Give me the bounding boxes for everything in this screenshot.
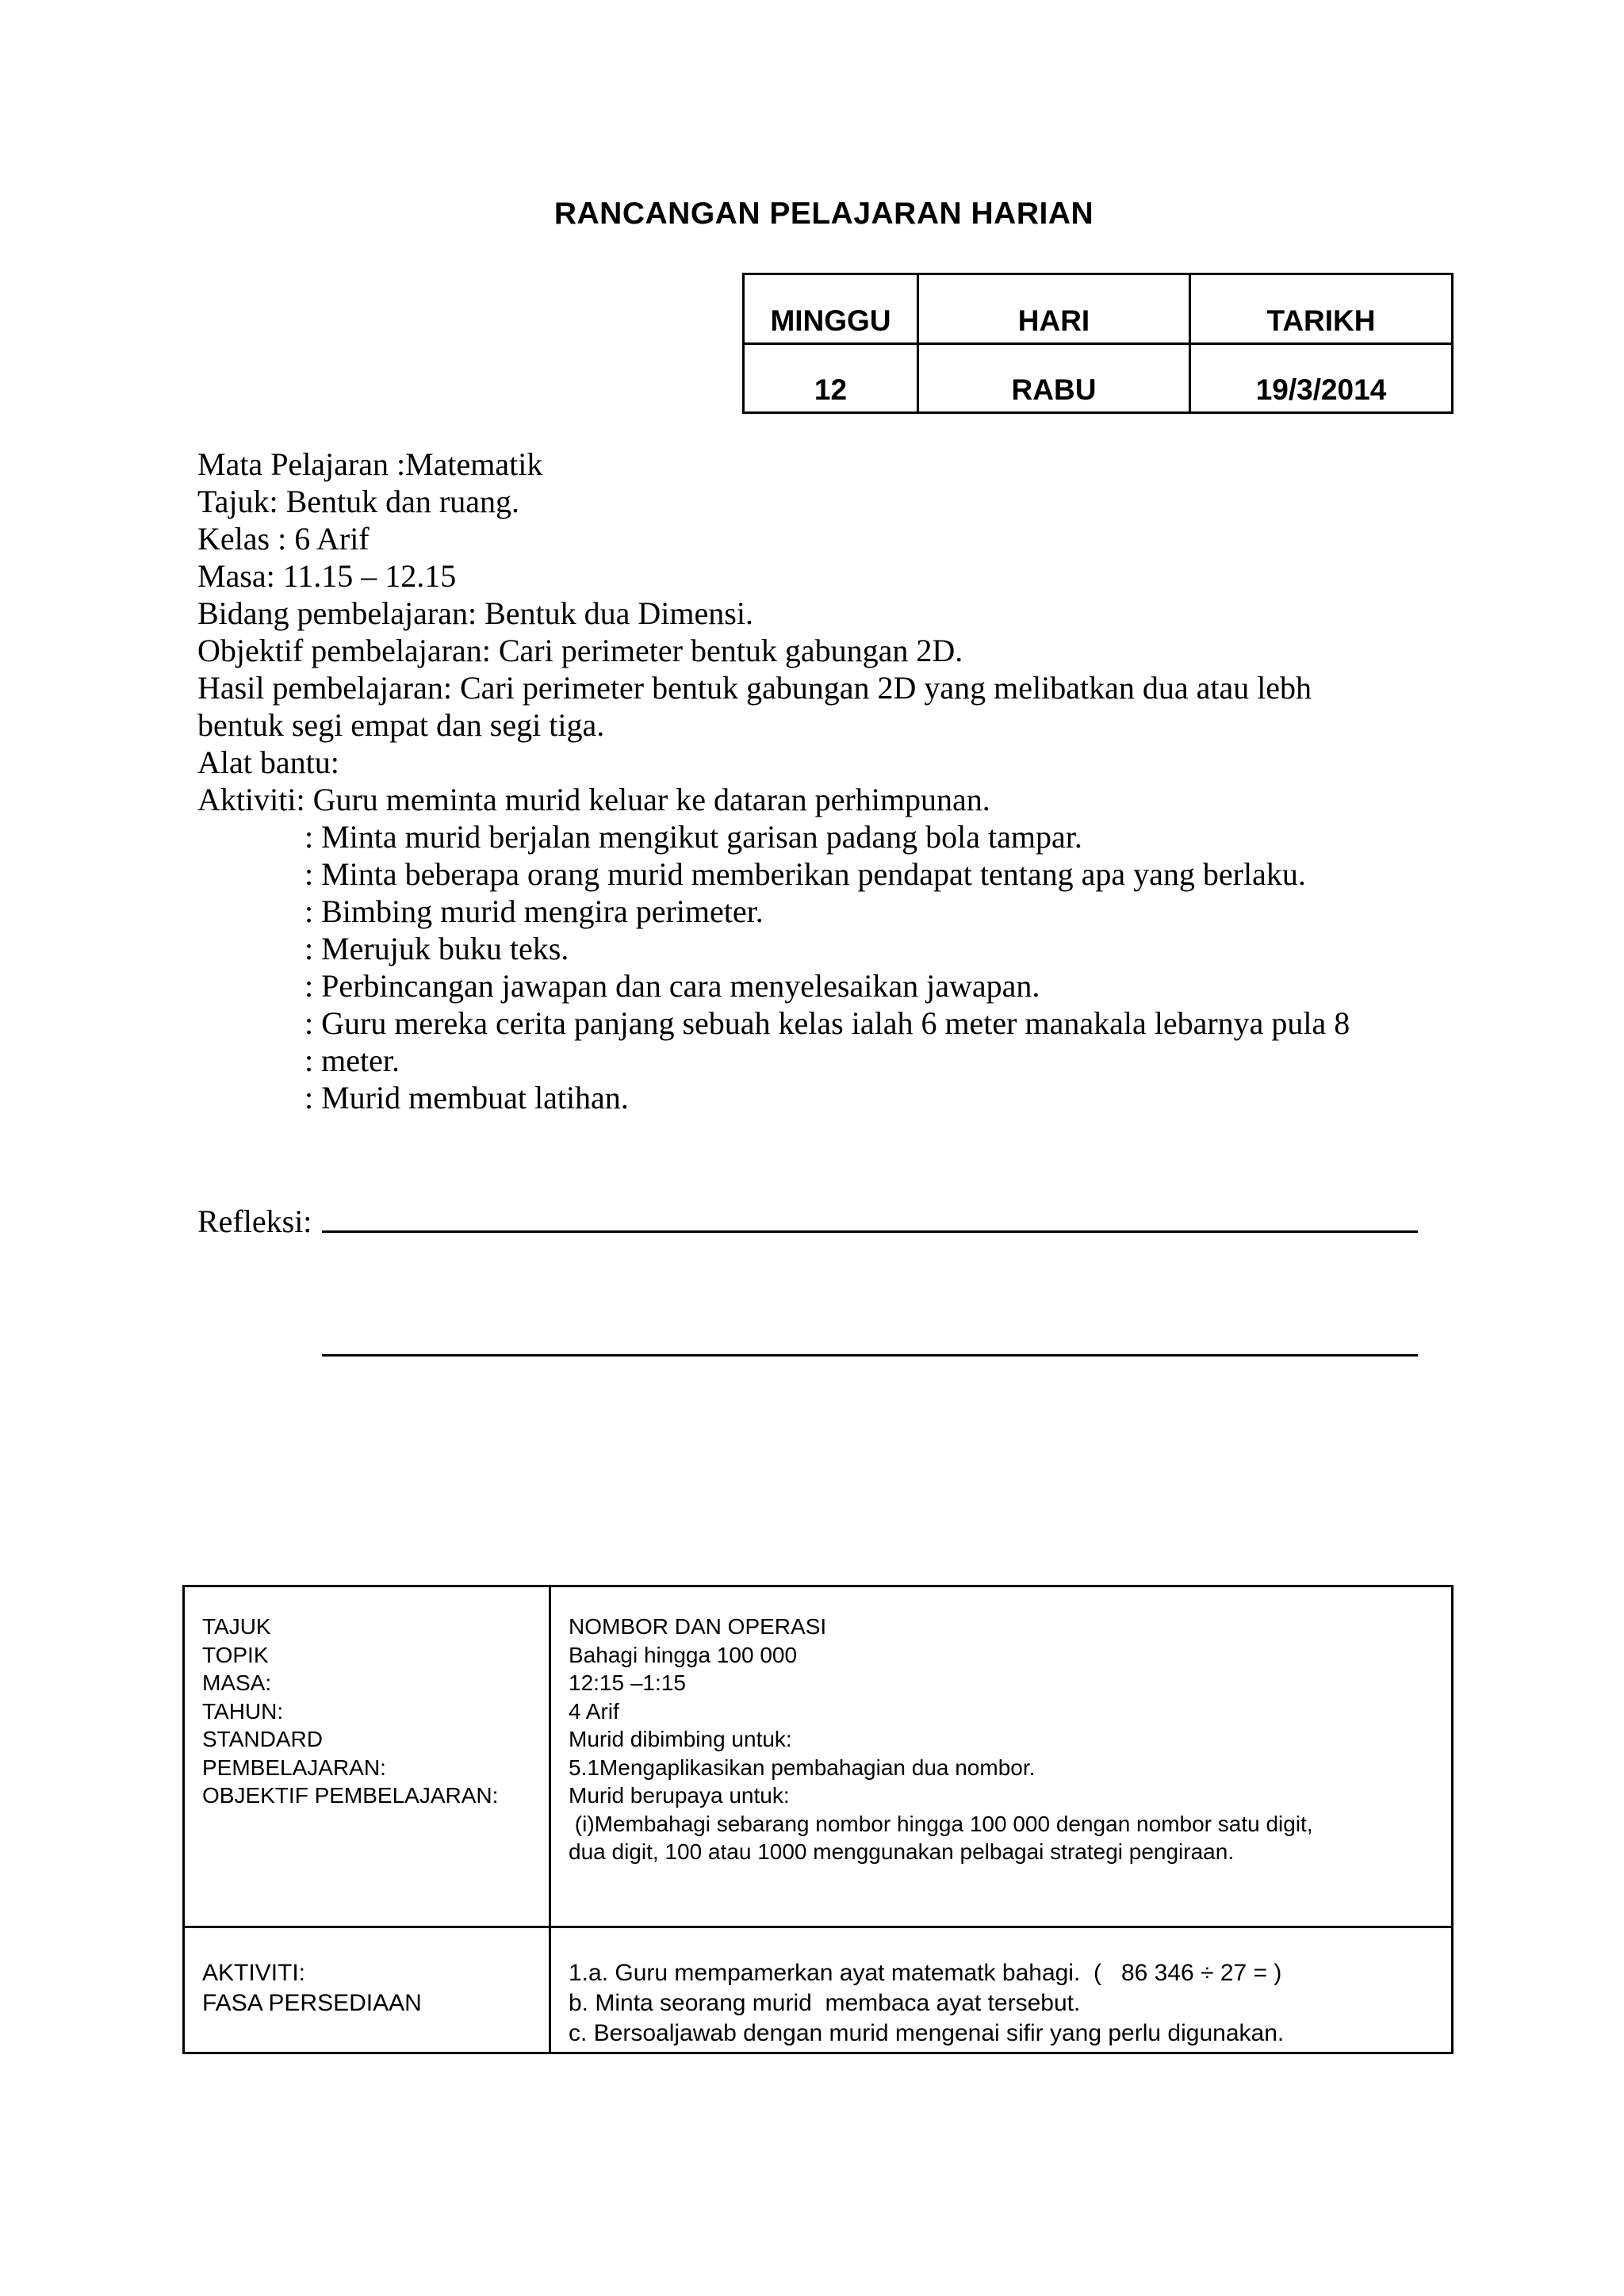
- refleksi-line-1: [322, 1230, 1418, 1233]
- value-objektif: Murid berupaya untuk:: [569, 1783, 790, 1808]
- value-objektif-detail-cont: dua digit, 100 atau 1000 menggunakan pelbagai strategi pengiraan.: [569, 1839, 1235, 1864]
- page-title: RANCANGAN PELAJARAN HARIAN: [553, 197, 1094, 231]
- label-pembelajaran: PEMBELAJARAN:: [202, 1755, 386, 1780]
- objektif-pembelajaran: Objektif pembelajaran: Cari perimeter bentuk gabungan 2D.: [197, 633, 963, 668]
- week-day-date-table: [742, 273, 1454, 414]
- value-topik: Bahagi hingga 100 000: [569, 1642, 798, 1667]
- value-standard-detail: 5.1Mengaplikasikan pembahagian dua nombor.: [569, 1755, 1036, 1780]
- aktiviti-c: c. Bersoaljawab dengan murid mengenai sifir yang perlu digunakan.: [569, 2020, 1285, 2046]
- aktiviti-step: : Minta beberapa orang murid memberikan pendapat tentang apa yang berlaku.: [304, 856, 1306, 892]
- masa: Masa: 11.15 – 12.15: [197, 558, 457, 594]
- value-objektif-detail: (i)Membahagi sebarang nombor hingga 100 000 dengan nombor satu digit,: [569, 1811, 1313, 1836]
- hasil-pembelajaran-cont: bentuk segi empat dan segi tiga.: [197, 707, 605, 743]
- aktiviti-step: : Bimbing murid mengira perimeter.: [304, 894, 764, 929]
- lesson-details: [197, 446, 1466, 1116]
- refleksi-line-2: [322, 1354, 1418, 1357]
- aktiviti-step: : Minta murid berjalan mengikut garisan padang bola tampar.: [304, 819, 1082, 855]
- refleksi-label: Refleksi:: [197, 1203, 312, 1239]
- aktiviti-step: : Merujuk buku teks.: [304, 931, 569, 966]
- table-header-row: [744, 274, 1453, 344]
- value-hari: RABU: [918, 343, 1190, 413]
- table-row: [184, 1586, 1453, 1927]
- aktiviti-b: b. Minta seorang murid membaca ayat tersebut.: [569, 1990, 1081, 2016]
- row2-labels-cell: [184, 1927, 550, 2053]
- label-fasa-persediaan: FASA PERSEDIAAN: [202, 1990, 422, 2016]
- bidang-pembelajaran: Bidang pembelajaran: Bentuk dua Dimensi.: [197, 595, 753, 631]
- header-hari: HARI: [918, 274, 1190, 344]
- value-minggu: 12: [744, 343, 918, 413]
- aktiviti-step: : Guru mereka cerita panjang sebuah kelas ialah 6 meter manakala lebarnya pula 8: [304, 1005, 1350, 1041]
- table-value-row: [744, 343, 1453, 413]
- aktiviti-step: : Murid membuat latihan.: [304, 1080, 629, 1115]
- value-tajuk: NOMBOR DAN OPERASI: [569, 1614, 827, 1639]
- value-tahun: 4 Arif: [569, 1698, 619, 1724]
- label-topik: TOPIK: [202, 1642, 269, 1667]
- mata-pelajaran: Mata Pelajaran :Matematik: [197, 446, 543, 482]
- value-standard: Murid dibimbing untuk:: [569, 1727, 792, 1751]
- label-aktiviti: AKTIVITI:: [202, 1960, 306, 1986]
- label-objektif: OBJEKTIF PEMBELAJARAN:: [202, 1783, 499, 1808]
- kelas: Kelas : 6 Arif: [197, 521, 370, 557]
- label-tahun: TAHUN:: [202, 1698, 284, 1724]
- aktiviti-a: 1.a. Guru mempamerkan ayat matematk bahagi. ( 86 346 ÷ 27 = ): [569, 1960, 1282, 1986]
- value-masa: 12:15 –1:15: [569, 1670, 686, 1695]
- aktiviti-step: : meter.: [304, 1043, 400, 1078]
- header-tarikh: TARIKH: [1190, 274, 1453, 344]
- tajuk: Tajuk: Bentuk dan ruang.: [197, 484, 519, 519]
- label-masa: MASA:: [202, 1670, 272, 1695]
- label-standard: STANDARD: [202, 1727, 323, 1751]
- row1-values-cell: [550, 1586, 1453, 1927]
- row1-labels-cell: [184, 1586, 550, 1927]
- aktiviti-first: Aktiviti: Guru meminta murid keluar ke dataran perhimpunan.: [197, 782, 990, 817]
- alat-bantu: Alat bantu:: [197, 744, 339, 780]
- aktiviti-step: : Perbincangan jawapan dan cara menyelesaikan jawapan.: [304, 968, 1040, 1004]
- table-row: [184, 1927, 1453, 2053]
- label-tajuk: TAJUK: [202, 1614, 271, 1639]
- row2-values-cell: [550, 1927, 1453, 2053]
- lesson-plan-table: [182, 1585, 1454, 2054]
- value-tarikh: 19/3/2014: [1190, 343, 1453, 413]
- hasil-pembelajaran: Hasil pembelajaran: Cari perimeter bentuk gabungan 2D yang melibatkan dua atau lebh: [197, 670, 1312, 706]
- header-minggu: MINGGU: [744, 274, 918, 344]
